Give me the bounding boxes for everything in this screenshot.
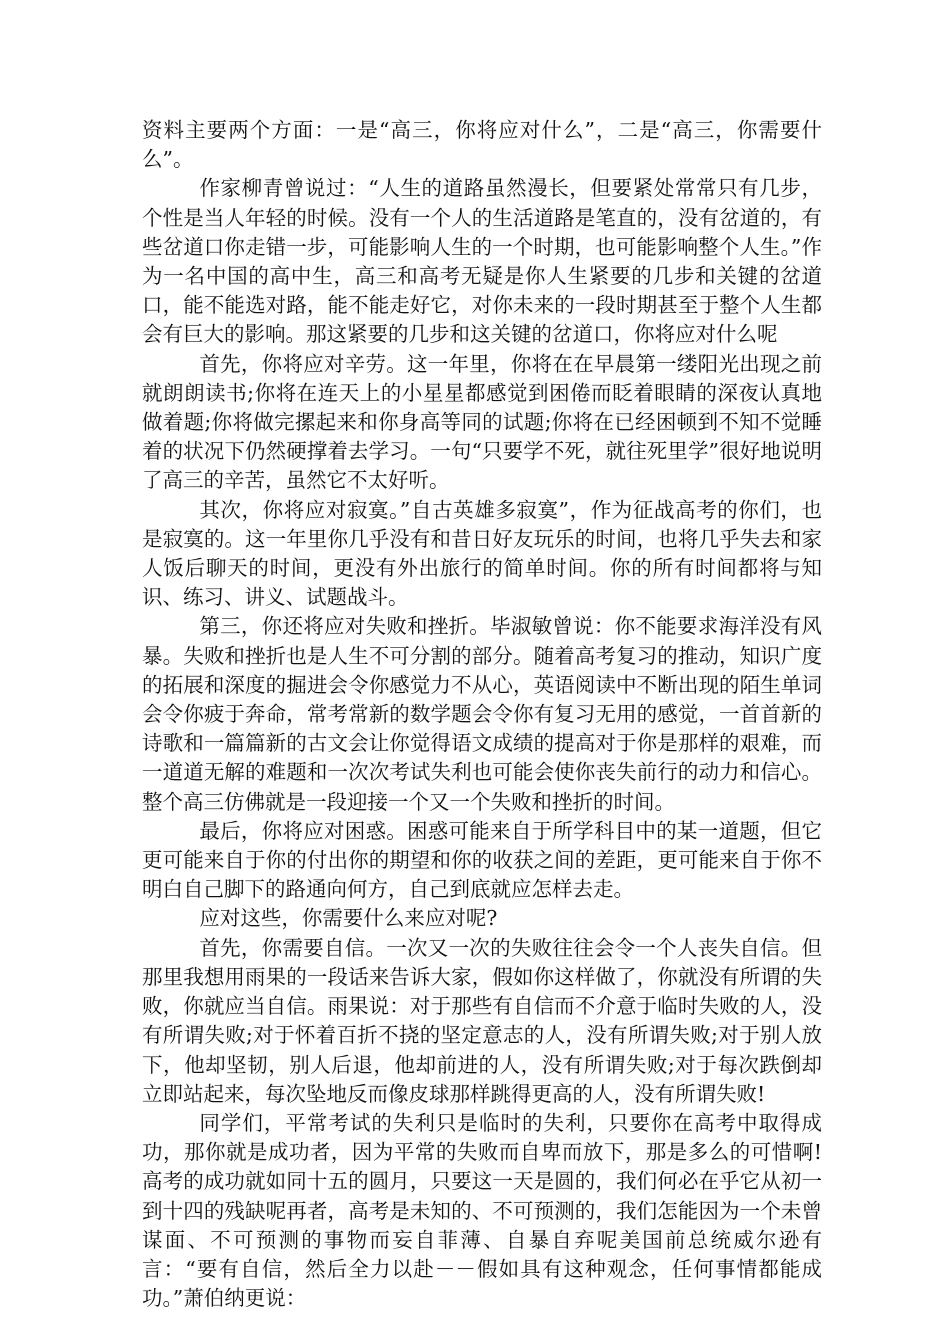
- document-page: [142, 116, 822, 1313]
- paragraph-question: 应对这些，你需要什么来应对呢?: [199, 906, 498, 931]
- paragraph-intro: 资料主要两个方面：一是“高三，你将应对什么”，二是“高三，你需要什么”。: [142, 118, 822, 172]
- paragraph-loneliness: 其次，你将应对寂寞。”自古英雄多寂寞”，作为征战高考的你们，也是寂寞的。这一年里你几乎没有和昔日好友玩乐的时间，也将几乎失去和家人饭后聊天的时间，更没有外出旅行的简单时间。你的所有时间都将与知识、练习、讲义、试题战斗。: [142, 497, 822, 610]
- paragraph-liu-qing-quote: 作家柳青曾说过：“人生的道路虽然漫长，但要紧处常常只有几步，个性是当人年轻的时候。没有一个人的生活道路是笔直的，没有岔道的，有些岔道口你走错一步，可能影响人生的一个时期，也可能影响整个人生。”作为一名中国的高中生，高三和高考无疑是你人生紧要的几步和关键的岔道口，能不能选对路，能不能走好它，对你未来的一段时期甚至于整个人生都会有巨大的影响。那这紧要的几步和这关键的岔道口，你将应对什么呢: [142, 176, 822, 347]
- paragraph-hardship: 首先，你将应对辛劳。这一年里，你将在在早晨第一缕阳光出现之前就朗朗读书;你将在连天上的小星星都感觉到困倦而眨着眼睛的深夜认真地做着题;你将做完摞起来和你身高等同的试题;你将在已经困顿到不知不觉睡着的状况下仍然硬撑着去学习。一句“只要学不死，就往死里学”很好地说明了高三的辛苦，虽然它不太好听。: [142, 351, 822, 493]
- paragraph-confidence: 首先，你需要自信。一次又一次的失败往往会令一个人丧失自信。但那里我想用雨果的一段话来告诉大家，假如你这样做了，你就没有所谓的失败，你就应当自信。雨果说：对于那些有自信而不介意于临时失败的人，没有所谓失败;对于怀着百折不挠的坚定意志的人，没有所谓失败;对于别人放下，他却坚韧，别人后退，他却前进的人，没有所谓失败;对于每次跌倒却立即站起来，每次坠地反而像皮球那样跳得更高的人，没有所谓失败!: [142, 935, 822, 1106]
- paragraph-classmates: 同学们，平常考试的失利只是临时的失利，只要你在高考中取得成功，那你就是成功者，因为平常的失败而自卑而放下，那是多么的可惜啊!高考的成功就如同十五的圆月，只要这一天是圆的，我们何必在乎它从初一到十四的残缺呢再者，高考是未知的、不可预测的，我们怎能因为一个未曾谋面、不可预测的事物而妄自菲薄、自暴自弃呢美国前总统威尔逊有言：“要有自信，然后全力以赴－－假如具有这种观念，任何事情都能成功。”萧伯纳更说：: [142, 1110, 822, 1311]
- paragraph-failure: 第三，你还将应对失败和挫折。毕淑敏曾说：你不能要求海洋没有风暴。失败和挫折也是人生不可分割的部分。随着高考复习的推动，知识广度的拓展和深度的掘进会令你感觉力不从心，英语阅读中不断出现的陌生单词会令你疲于奔命，常考常新的数学题会令你有复习无用的感觉，一首首新的诗歌和一篇篇新的古文会让你觉得语文成绩的提高对于你是那样的艰难，而一道道无解的难题和一次次考试失利也可能会使你丧失前行的动力和信心。整个高三仿佛就是一段迎接一个又一个失败和挫折的时间。: [142, 614, 822, 814]
- paragraph-confusion: 最后，你将应对困惑。困惑可能来自于所学科目中的某一道题，但它更可能来自于你的付出你的期望和你的收获之间的差距，更可能来自于你不明白自己脚下的路通向何方，自己到底就应怎样去走。: [142, 818, 822, 902]
